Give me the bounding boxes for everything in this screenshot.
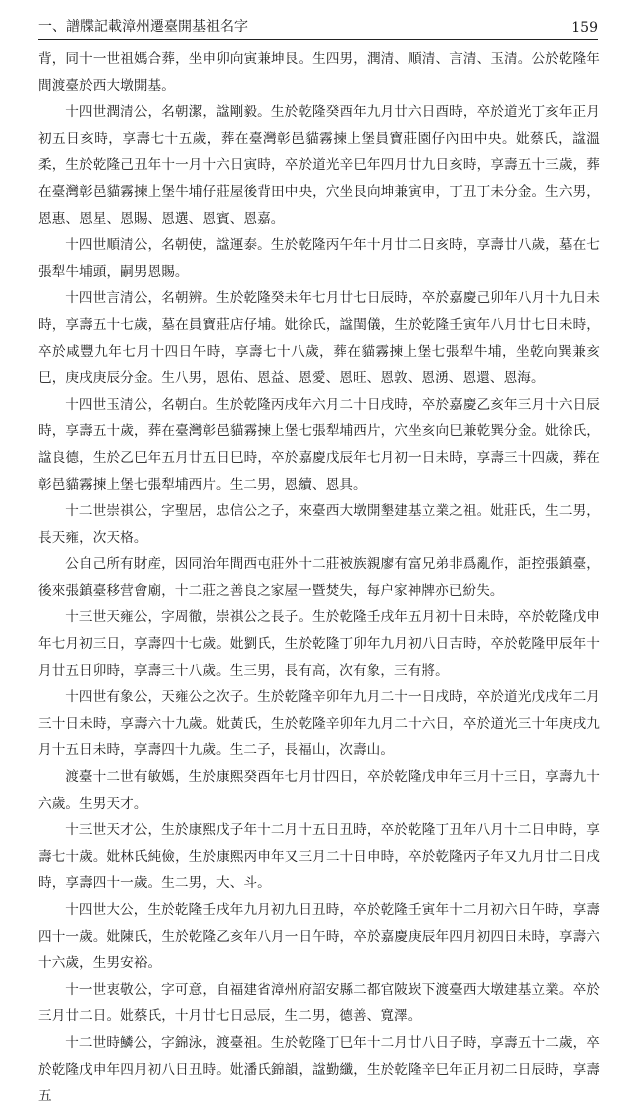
paragraph: 十一世衷敬公，字可意，自福建省漳州府詔安縣二都官陂崁下渡臺西大墩建基立業。卒於三月廿二日。妣蔡氏，十月廿七日忌辰，生二男，德善、寬澤。: [38, 981, 600, 1025]
paragraph: 十四世有象公，天雍公之次子。生於乾隆辛卯年九月二十一日戌時，卒於道光戊戌年二月三十日未時，享壽六十九歲。妣黃氏，生於乾隆辛卯年九月二十六日，卒於道光三十年庚戌九月十五日未時，享壽四十九歲。生二子，長福山，次壽山。: [38, 689, 600, 759]
paragraph: 十四世玉清公，名朝白。生於乾隆丙戌年六月二十日戌時，卒於嘉慶乙亥年三月十六日辰時，享壽五十歲，葬在臺灣彰邑貓霧揀上堡七張犁埔西片，穴坐亥向巳兼乾巽分金。妣徐氏，諡良德，生於乙巳年五月廿五日巳時，卒於嘉慶戊辰年七月初一日未時，享壽三十四歲，葬在彰邑貓霧揀上堡七張犁埔西片。生二男，恩續、恩具。: [38, 396, 600, 493]
paragraph: 十三世天才公，生於康熙戊子年十二月十五日丑時，卒於乾隆丁丑年八月十二日申時，享壽七十歲。妣林氏純儉，生於康熙丙申年又三月二十日申時，卒於乾隆丙子年又九月廿二日戌時，享壽四十一歲。生二男，大、斗。: [38, 822, 600, 892]
page-number: 159: [571, 20, 598, 36]
paragraph: 十三世天雍公，字周徹，崇祺公之長子。生於乾隆壬戌年五月初十日未時，卒於乾隆戊申年七月初三日，享壽四十七歲。妣劉氏，生於乾隆丁卯年九月初八日吉時，卒於乾隆甲辰年十月廿五日卯時，享壽三十八歲。生三男，長有高，次有象，三有將。: [38, 609, 600, 679]
paragraph: 公自己所有財産，因同治年間西屯莊外十二莊被族親廖有富兄弟非爲亂作，詎控張鎮臺，後來張鎮臺移营會廟，十二莊之善良之家屋一暨焚失，每户家神牌亦已紛失。: [38, 556, 600, 599]
paragraph: 十四世言清公，名朝辨。生於乾隆癸未年七月廿七日辰時，卒於嘉慶己卯年八月十九日未時，享壽五十七歲，墓在員寶莊店仔埔。妣徐氏，諡閨儀，生於乾隆壬寅年八月廿七日未時，卒於咸豐九年七月十四日午時，享壽七十八歲，葬在貓霧揀上堡七張犁牛埔，坐乾向巽兼亥巳，庚戌庚辰分金。生八男，恩佑、恩益、恩愛、恩旺、恩敦、恩湧、恩還、恩海。: [38, 290, 600, 387]
paragraph: 十二世時鱗公，字錦泳，渡臺祖。生於乾隆丁巳年十二月廿八日子時，享壽五十二歲，卒於乾隆戊申年四月初八日丑時。妣潘氏錦韻，諡勤纖，生於乾隆辛巳年正月初二日辰時，享壽五: [38, 1034, 600, 1105]
header-rule: [38, 39, 598, 40]
running-header: [38, 14, 598, 36]
section-title: 一、譜牒記載漳州遷臺開基祖名字: [38, 19, 248, 35]
paragraph: 十二世崇祺公，字聖居，忠信公之子，來臺西大墩開墾建基立業之祖。妣莊氏，生二男，長天雍，次天格。: [38, 503, 600, 546]
paragraph: 渡臺十二世有敏媽，生於康熙癸酉年七月廿四日，卒於乾隆戊申年三月十三日，享壽九十六歲。生男天才。: [38, 769, 600, 812]
paragraph: 背，同十一世祖媽合葬，坐申卯向寅兼坤艮。生四男，潤清、順清、言清、玉清。公於乾隆年間渡臺於西大墩開基。: [38, 51, 600, 94]
paragraph: 十四世潤清公，名朝潔，諡剛毅。生於乾隆癸酉年九月廿六日酉時，卒於道光丁亥年正月初五日亥時，享壽七十五歲，葬在臺灣彰邑貓霧揀上堡員寶莊園仔內田中央。妣蔡氏，諡溫柔，生於乾隆己丑年十一月十六日寅時，卒於道光辛巳年四月廿九日亥時，享壽五十三歲，葬在臺灣彰邑貓霧揀上堡牛埔仔莊屋後背田中央，穴坐艮向坤兼寅申，丁丑丁未分金。生六男，恩惠、恩星、恩賜、恩選、恩賓、恩嘉。: [38, 104, 600, 227]
paragraph: 十四世大公，生於乾隆壬戌年九月初九日丑時，卒於乾隆壬寅年十二月初六日午時，享壽四十一歲。妣陳氏，生於乾隆乙亥年八月一日午時，卒於嘉慶庚辰年四月初四日未時，享壽六十六歲，生男安裕。: [38, 902, 600, 972]
body-text: [38, 46, 600, 1110]
paragraph: 十四世順清公，名朝使，諡運泰。生於乾隆丙午年十月廿二日亥時，享壽廿八歲，墓在七張犁牛埔頭，嗣男恩賜。: [38, 237, 600, 280]
